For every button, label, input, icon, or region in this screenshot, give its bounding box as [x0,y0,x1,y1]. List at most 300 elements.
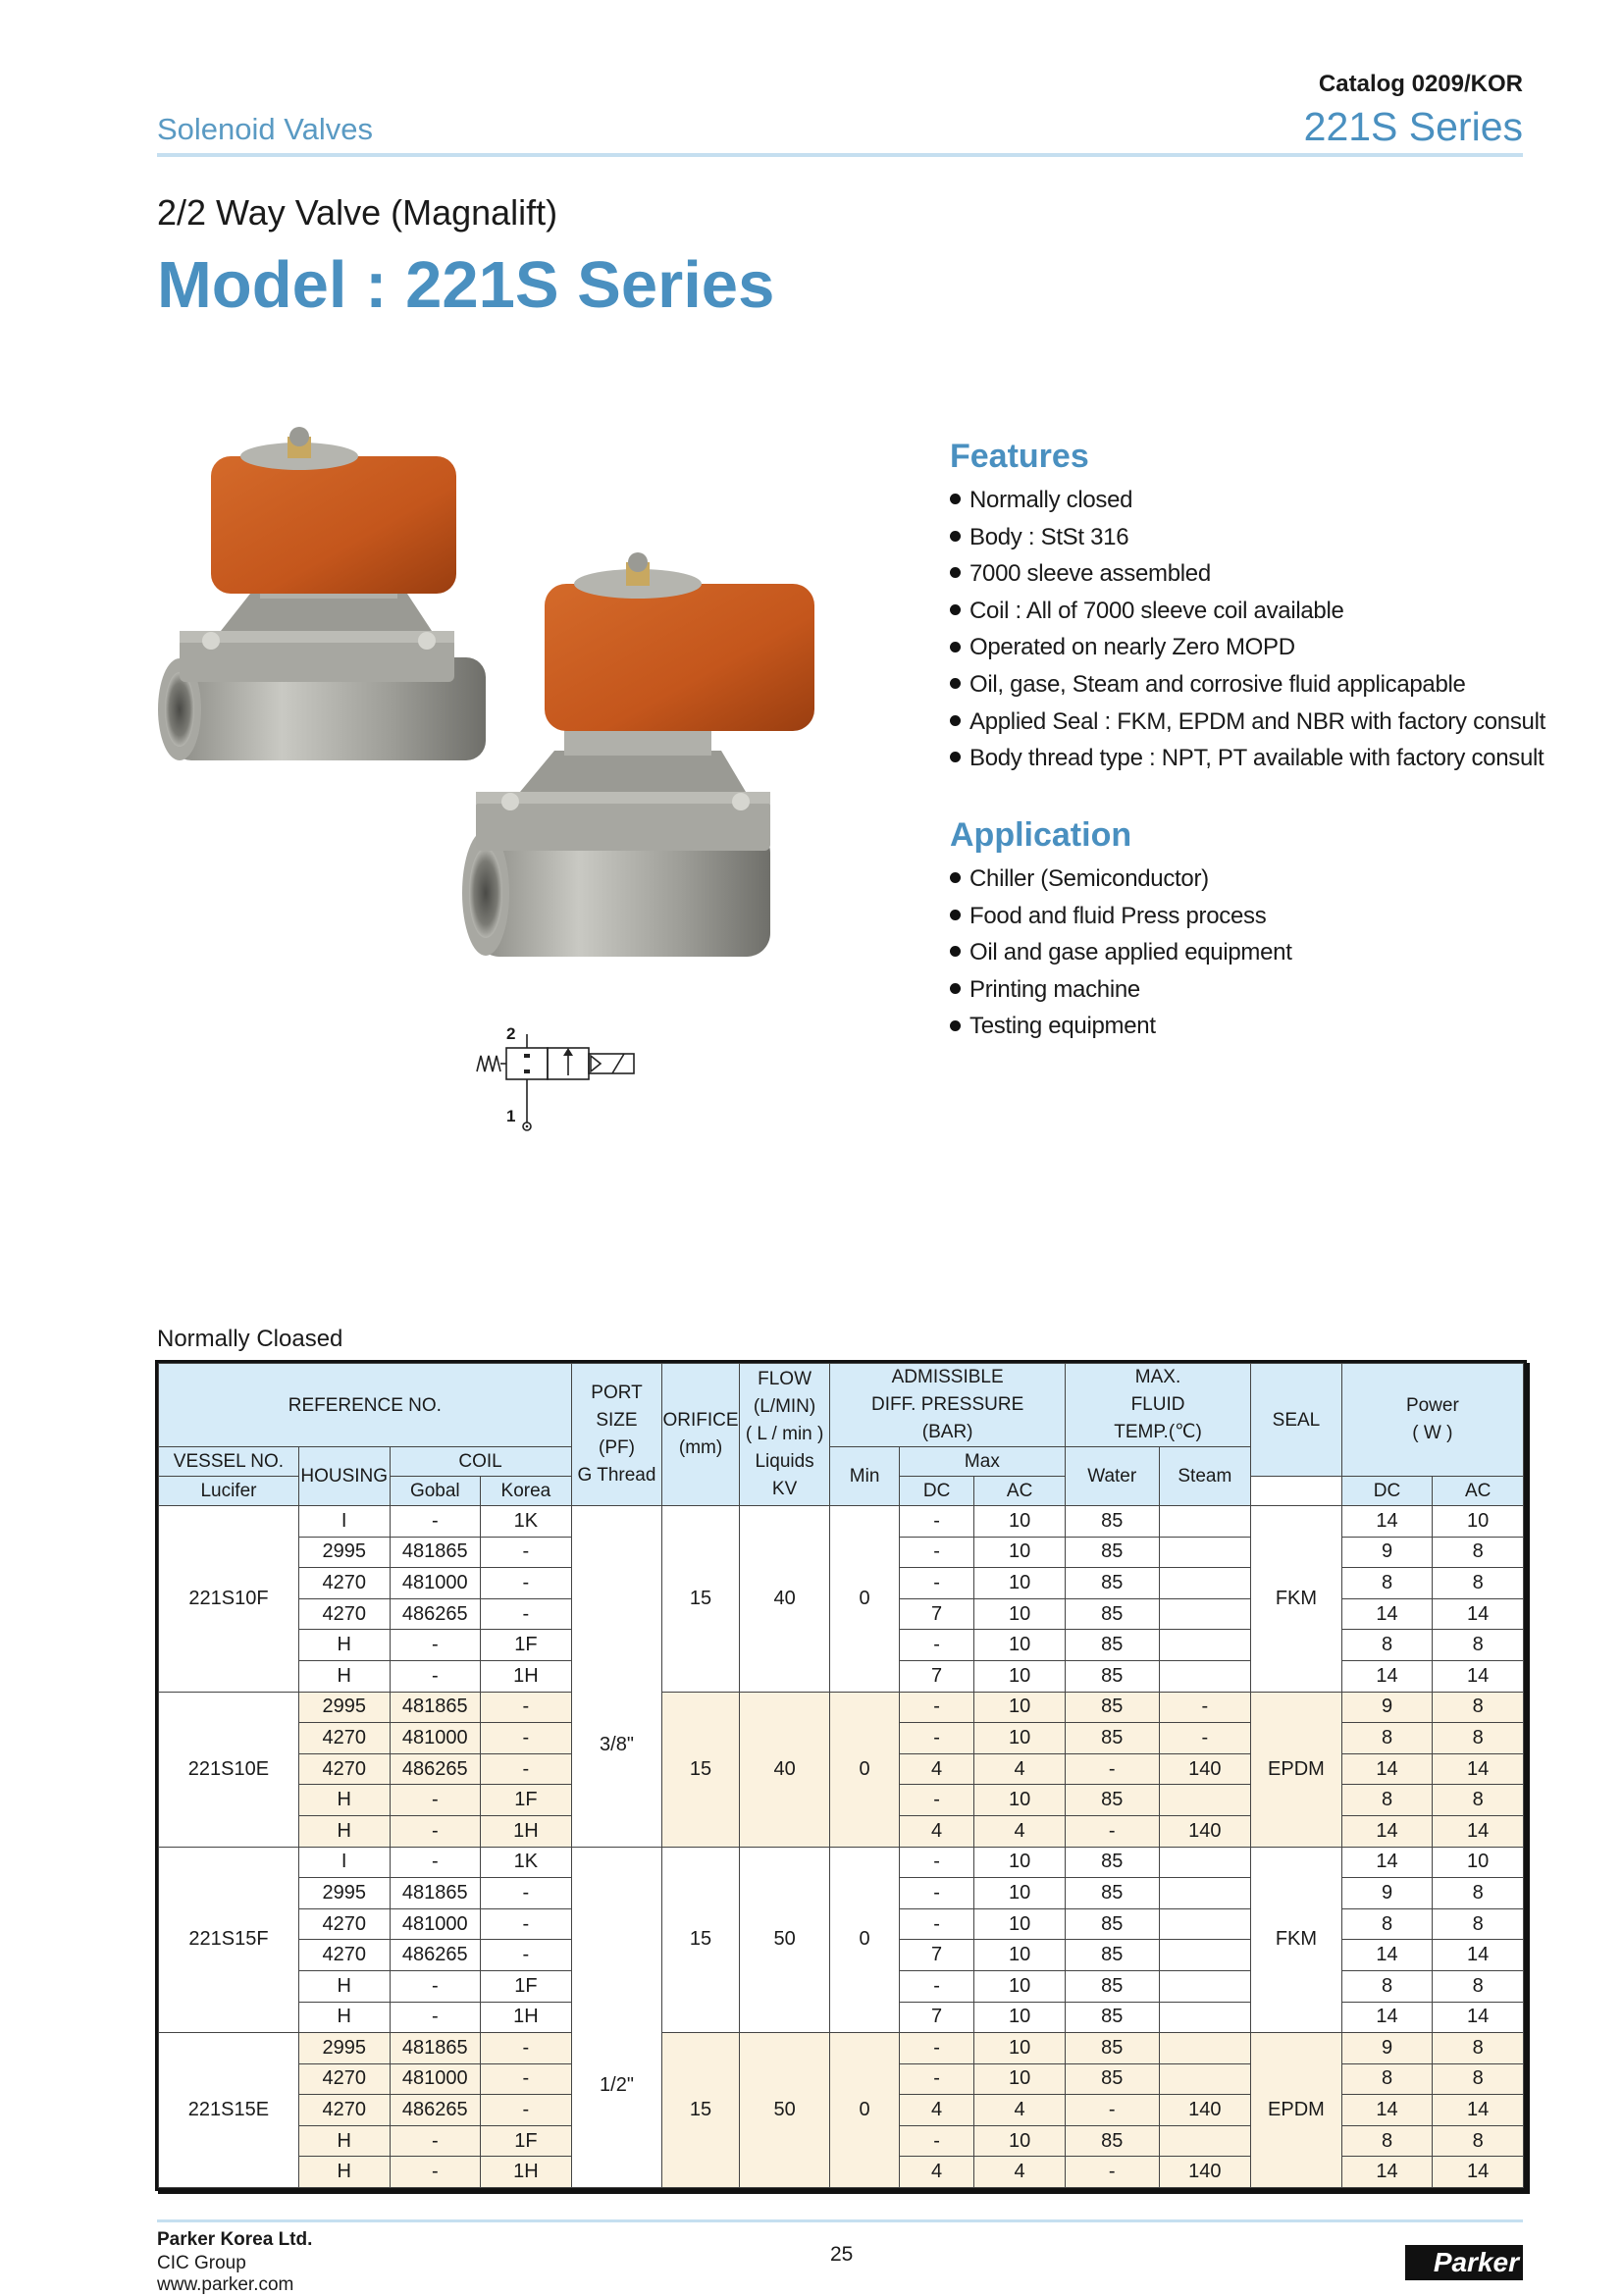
header-min: Min [830,1447,899,1506]
company-name: Parker Korea Ltd. [157,2229,313,2250]
power-dc-cell: 8 [1341,1970,1433,2002]
power-ac-cell: 10 [1433,1847,1524,1878]
bullet-icon [950,872,961,883]
table-row [159,1847,1524,1878]
power-dc-cell: 9 [1341,1878,1433,1909]
feature-text: Body : StSt 316 [969,523,1129,550]
coil-gobal-cell: - [390,1506,481,1538]
min-pressure-cell: 0 [830,1847,899,2033]
temp-water-cell: 85 [1065,1940,1159,1971]
power-dc-cell: 8 [1341,2125,1433,2157]
feature-text: Applied Seal : FKM, EPDM and NBR with factory consult [969,707,1546,735]
power-ac-cell: 14 [1433,2095,1524,2126]
temp-steam-cell [1159,1506,1251,1538]
port-1-label: 1 [506,1107,516,1125]
max-dc-cell: - [899,1785,973,1816]
max-ac-cell: 4 [974,2095,1066,2126]
housing-cell: H [298,2002,390,2033]
feature-item [950,593,1545,630]
max-ac-cell: 10 [974,1908,1066,1940]
seal-cell: FKM [1251,1847,1342,2033]
header-housing: HOUSING [298,1447,390,1506]
application-item [950,898,1292,935]
power-ac-cell: 10 [1433,1506,1524,1538]
min-pressure-cell: 0 [830,1506,899,1693]
bullet-icon [950,983,961,994]
max-ac-cell: 10 [974,1537,1066,1568]
temp-water-cell: 85 [1065,1660,1159,1692]
temp-steam-cell [1159,1970,1251,2002]
coil-korea-cell: - [481,1908,572,1940]
max-ac-cell: 10 [974,1940,1066,1971]
coil-gobal-cell: - [390,2157,481,2188]
housing-cell: H [298,1660,390,1692]
power-dc-cell: 14 [1341,1660,1433,1692]
temp-water-cell: - [1065,1753,1159,1785]
coil-korea-cell: 1H [481,1660,572,1692]
temp-water-cell: - [1065,1815,1159,1847]
header-flow: FLOW (L/MIN) ( L / min ) Liquids KV [739,1364,830,1506]
vessel-no-cell: 221S15F [159,1847,299,2033]
max-dc-cell: - [899,1723,973,1754]
power-ac-cell: 14 [1433,1660,1524,1692]
feature-text: Normally closed [969,487,1133,513]
max-ac-cell: 10 [974,1785,1066,1816]
spec-table-container [155,1360,1527,2191]
housing-cell: 4270 [298,1753,390,1785]
coil-korea-cell: - [481,2095,572,2126]
coil-korea-cell: 1F [481,1970,572,2002]
bullet-icon [950,715,961,726]
header-gobal: Gobal [390,1477,481,1506]
coil-korea-cell: - [481,1598,572,1630]
port-size-cell: 3/8" [571,1506,662,1848]
temp-steam-cell [1159,1908,1251,1940]
coil-gobal-cell: 481000 [390,1723,481,1754]
series-title: 221S Series [1303,104,1523,149]
max-dc-cell: 4 [899,1753,973,1785]
header-reference: REFERENCE NO. [159,1364,572,1447]
temp-steam-cell [1159,2033,1251,2064]
coil-korea-cell: - [481,1753,572,1785]
header-seal-blank [1251,1477,1342,1506]
temp-water-cell: - [1065,2157,1159,2188]
housing-cell: 4270 [298,1723,390,1754]
temp-steam-cell [1159,1940,1251,1971]
port-size-cell: 1/2" [571,1847,662,2188]
power-ac-cell: 8 [1433,1785,1524,1816]
power-ac-cell: 14 [1433,2157,1524,2188]
product-photo [152,417,839,991]
seal-cell: EPDM [1251,1692,1342,1847]
max-dc-cell: 4 [899,2157,973,2188]
vessel-no-cell: 221S10E [159,1692,299,1847]
min-pressure-cell: 0 [830,1692,899,1847]
power-ac-cell: 8 [1433,1878,1524,1909]
housing-cell: 4270 [298,1598,390,1630]
housing-cell: 2995 [298,2033,390,2064]
application-item [950,1008,1292,1045]
coil-korea-cell: - [481,1940,572,1971]
header-power-ac: AC [1433,1477,1524,1506]
application-item [950,861,1292,898]
coil-korea-cell: - [481,1537,572,1568]
temp-water-cell: 85 [1065,2063,1159,2095]
application-text: Printing machine [969,975,1140,1003]
application-heading: Application [950,816,1132,854]
power-dc-cell: 8 [1341,1568,1433,1599]
feature-item [950,519,1545,556]
temp-steam-cell: - [1159,1723,1251,1754]
max-dc-cell: 4 [899,2095,973,2126]
orifice-cell: 15 [662,1692,740,1847]
max-dc-cell: 7 [899,1660,973,1692]
max-dc-cell: - [899,1847,973,1878]
bullet-icon [950,678,961,689]
max-ac-cell: 10 [974,2002,1066,2033]
power-ac-cell: 8 [1433,1723,1524,1754]
feature-item [950,740,1545,777]
temp-water-cell: - [1065,2095,1159,2126]
bullet-icon [950,910,961,920]
power-ac-cell: 14 [1433,1753,1524,1785]
max-ac-cell: 10 [974,2125,1066,2157]
coil-gobal-cell: - [390,1660,481,1692]
housing-cell: H [298,1815,390,1847]
power-ac-cell: 8 [1433,1692,1524,1723]
housing-cell: H [298,1630,390,1661]
max-dc-cell: - [899,1692,973,1723]
header-port-size: PORT SIZE (PF) G Thread [571,1364,662,1506]
power-dc-cell: 8 [1341,1908,1433,1940]
bullet-icon [950,531,961,542]
power-dc-cell: 8 [1341,1723,1433,1754]
header-admissible: ADMISSIBLE DIFF. PRESSURE (BAR) [830,1364,1066,1447]
power-dc-cell: 8 [1341,1630,1433,1661]
coil-korea-cell: - [481,2033,572,2064]
housing-cell: 2995 [298,1878,390,1909]
housing-cell: 4270 [298,1568,390,1599]
coil-korea-cell: - [481,1878,572,1909]
power-ac-cell: 8 [1433,2063,1524,2095]
housing-cell: 4270 [298,1908,390,1940]
feature-item [950,666,1545,704]
temp-water-cell: 85 [1065,1568,1159,1599]
header-steam: Steam [1159,1447,1251,1506]
feature-item [950,629,1545,666]
header-power: Power ( W ) [1341,1364,1523,1477]
header-coil: COIL [390,1447,571,1477]
temp-water-cell: 85 [1065,1692,1159,1723]
coil-gobal-cell: - [390,1970,481,2002]
max-dc-cell: 7 [899,1940,973,1971]
header-divider [157,153,1523,157]
application-text: Oil and gase applied equipment [969,939,1292,966]
power-dc-cell: 8 [1341,2063,1433,2095]
power-ac-cell: 14 [1433,2002,1524,2033]
max-ac-cell: 10 [974,2063,1066,2095]
temp-steam-cell [1159,2002,1251,2033]
temp-water-cell: 85 [1065,1598,1159,1630]
temp-water-cell: 85 [1065,1970,1159,2002]
temp-steam-cell: 140 [1159,1815,1251,1847]
page-number: 25 [830,2243,854,2266]
table-caption: Normally Cloased [157,1326,343,1352]
temp-water-cell: 85 [1065,1630,1159,1661]
temp-steam-cell [1159,1630,1251,1661]
table-row [159,1692,1524,1723]
temp-water-cell: 85 [1065,1537,1159,1568]
coil-korea-cell: - [481,1723,572,1754]
power-dc-cell: 9 [1341,2033,1433,2064]
header-max: Max [899,1447,1065,1477]
features-list [950,482,1545,777]
power-ac-cell: 14 [1433,1815,1524,1847]
temp-steam-cell [1159,1568,1251,1599]
temp-steam-cell [1159,1878,1251,1909]
header-dc: DC [899,1477,973,1506]
flow-kv-cell: 50 [739,1847,830,2033]
temp-water-cell: 85 [1065,2033,1159,2064]
max-ac-cell: 10 [974,1692,1066,1723]
max-dc-cell: 7 [899,2002,973,2033]
housing-cell: 4270 [298,2063,390,2095]
header-max-fluid: MAX. FLUID TEMP.(℃) [1065,1364,1250,1447]
max-dc-cell: - [899,1970,973,2002]
max-ac-cell: 10 [974,1598,1066,1630]
coil-gobal-cell: - [390,1815,481,1847]
bullet-icon [950,604,961,615]
coil-gobal-cell: - [390,1630,481,1661]
parker-logo: Parker [1405,2245,1523,2280]
power-dc-cell: 14 [1341,2157,1433,2188]
max-dc-cell: - [899,2125,973,2157]
housing-cell: I [298,1506,390,1538]
max-ac-cell: 10 [974,2033,1066,2064]
max-ac-cell: 10 [974,1970,1066,2002]
temp-water-cell: 85 [1065,1908,1159,1940]
temp-steam-cell [1159,2125,1251,2157]
bullet-icon [950,946,961,957]
section-title: Solenoid Valves [157,112,374,146]
vessel-no-cell: 221S10F [159,1506,299,1693]
feature-item [950,555,1545,593]
header-ac: AC [974,1477,1066,1506]
coil-gobal-cell: 481000 [390,1908,481,1940]
housing-cell: 4270 [298,1940,390,1971]
temp-steam-cell [1159,1537,1251,1568]
feature-item [950,704,1545,741]
temp-steam-cell: 140 [1159,2157,1251,2188]
housing-cell: H [298,2125,390,2157]
seal-cell: FKM [1251,1506,1342,1693]
features-section [950,438,1545,777]
power-dc-cell: 14 [1341,2095,1433,2126]
spec-table [158,1363,1524,2188]
bullet-icon [950,642,961,652]
max-dc-cell: - [899,1908,973,1940]
valve-right [462,552,814,957]
power-ac-cell: 14 [1433,1940,1524,1971]
temp-steam-cell [1159,2063,1251,2095]
coil-korea-cell: 1H [481,2157,572,2188]
orifice-cell: 15 [662,1506,740,1693]
feature-text: Oil, gase, Steam and corrosive fluid applicapable [969,670,1466,698]
power-ac-cell: 8 [1433,1630,1524,1661]
temp-water-cell: 85 [1065,1506,1159,1538]
power-dc-cell: 14 [1341,1506,1433,1538]
max-ac-cell: 10 [974,1506,1066,1538]
coil-gobal-cell: - [390,1847,481,1878]
power-dc-cell: 14 [1341,1753,1433,1785]
max-ac-cell: 10 [974,1568,1066,1599]
page-title: Model : 221S Series [157,248,775,322]
max-ac-cell: 4 [974,1815,1066,1847]
application-text: Testing equipment [969,1013,1156,1040]
flow-kv-cell: 50 [739,2033,830,2188]
bullet-icon [950,752,961,762]
min-pressure-cell: 0 [830,2033,899,2188]
feature-text: Coil : All of 7000 sleeve coil available [969,597,1344,624]
application-item [950,971,1292,1009]
footer-divider [157,2219,1523,2222]
max-ac-cell: 4 [974,2157,1066,2188]
header-vessel-no: VESSEL NO. [159,1447,299,1477]
coil-gobal-cell: 481865 [390,1878,481,1909]
header-orifice: ORIFICE (mm) [662,1364,740,1506]
housing-cell: H [298,2157,390,2188]
temp-water-cell: 85 [1065,1878,1159,1909]
page-subtitle: 2/2 Way Valve (Magnalift) [157,192,558,233]
coil-gobal-cell: - [390,2125,481,2157]
application-item [950,934,1292,971]
header-lucifer: Lucifer [159,1477,299,1506]
header-water: Water [1065,1447,1159,1506]
temp-steam-cell: - [1159,1692,1251,1723]
max-dc-cell: 4 [899,1815,973,1847]
power-dc-cell: 14 [1341,1815,1433,1847]
coil-gobal-cell: 481000 [390,2063,481,2095]
coil-gobal-cell: - [390,2002,481,2033]
temp-steam-cell [1159,1785,1251,1816]
orifice-cell: 15 [662,1847,740,2033]
temp-water-cell: 85 [1065,1785,1159,1816]
catalog-number: Catalog 0209/KOR [1318,71,1523,97]
table-row [159,2033,1524,2064]
housing-cell: H [298,1785,390,1816]
coil-korea-cell: - [481,2063,572,2095]
power-dc-cell: 8 [1341,1785,1433,1816]
max-ac-cell: 10 [974,1723,1066,1754]
power-ac-cell: 8 [1433,2033,1524,2064]
max-dc-cell: - [899,1630,973,1661]
power-ac-cell: 8 [1433,1568,1524,1599]
coil-gobal-cell: 481865 [390,1537,481,1568]
group-name: CIC Group [157,2253,246,2273]
coil-gobal-cell: - [390,1785,481,1816]
max-dc-cell: - [899,1568,973,1599]
power-ac-cell: 8 [1433,2125,1524,2157]
max-dc-cell: - [899,1537,973,1568]
port-2-label: 2 [506,1024,516,1043]
application-text: Food and fluid Press process [969,902,1267,929]
coil-korea-cell: 1F [481,2125,572,2157]
temp-water-cell: 85 [1065,2125,1159,2157]
coil-korea-cell: 1K [481,1847,572,1878]
valve-left [158,427,486,760]
housing-cell: H [298,1970,390,2002]
valve-symbol-diagram [475,1020,652,1138]
header-power-dc: DC [1341,1477,1433,1506]
coil-gobal-cell: 486265 [390,1940,481,1971]
power-ac-cell: 8 [1433,1970,1524,2002]
coil-korea-cell: 1H [481,2002,572,2033]
power-ac-cell: 14 [1433,1598,1524,1630]
power-dc-cell: 14 [1341,2002,1433,2033]
temp-steam-cell: 140 [1159,2095,1251,2126]
coil-gobal-cell: 481000 [390,1568,481,1599]
temp-steam-cell [1159,1660,1251,1692]
features-heading: Features [950,438,1089,475]
table-row [159,1506,1524,1538]
coil-gobal-cell: 481865 [390,1692,481,1723]
temp-steam-cell [1159,1847,1251,1878]
seal-cell: EPDM [1251,2033,1342,2188]
housing-cell: 2995 [298,1692,390,1723]
bullet-icon [950,494,961,504]
temp-steam-cell: 140 [1159,1753,1251,1785]
housing-cell: 4270 [298,2095,390,2126]
power-dc-cell: 14 [1341,1940,1433,1971]
coil-korea-cell: - [481,1568,572,1599]
header-korea: Korea [481,1477,572,1506]
coil-korea-cell: - [481,1692,572,1723]
coil-gobal-cell: 486265 [390,1753,481,1785]
power-ac-cell: 8 [1433,1537,1524,1568]
feature-item [950,482,1545,519]
vessel-no-cell: 221S15E [159,2033,299,2188]
header-seal: SEAL [1251,1364,1342,1477]
max-dc-cell: - [899,2063,973,2095]
housing-cell: I [298,1847,390,1878]
orifice-cell: 15 [662,2033,740,2188]
max-ac-cell: 10 [974,1630,1066,1661]
max-ac-cell: 4 [974,1753,1066,1785]
application-section [950,816,1292,1045]
coil-korea-cell: 1H [481,1815,572,1847]
coil-korea-cell: 1K [481,1506,572,1538]
max-ac-cell: 10 [974,1847,1066,1878]
power-dc-cell: 9 [1341,1537,1433,1568]
bullet-icon [950,567,961,578]
coil-gobal-cell: 486265 [390,2095,481,2126]
max-dc-cell: 7 [899,1598,973,1630]
power-ac-cell: 8 [1433,1908,1524,1940]
coil-gobal-cell: 481865 [390,2033,481,2064]
coil-korea-cell: 1F [481,1630,572,1661]
website-link[interactable]: www.parker.com [157,2274,294,2295]
coil-korea-cell: 1F [481,1785,572,1816]
temp-steam-cell [1159,1598,1251,1630]
application-text: Chiller (Semiconductor) [969,865,1209,892]
bullet-icon [950,1020,961,1031]
flow-kv-cell: 40 [739,1692,830,1847]
temp-water-cell: 85 [1065,2002,1159,2033]
max-dc-cell: - [899,1506,973,1538]
valve-symbol [475,1020,652,1138]
max-ac-cell: 10 [974,1660,1066,1692]
temp-water-cell: 85 [1065,1847,1159,1878]
